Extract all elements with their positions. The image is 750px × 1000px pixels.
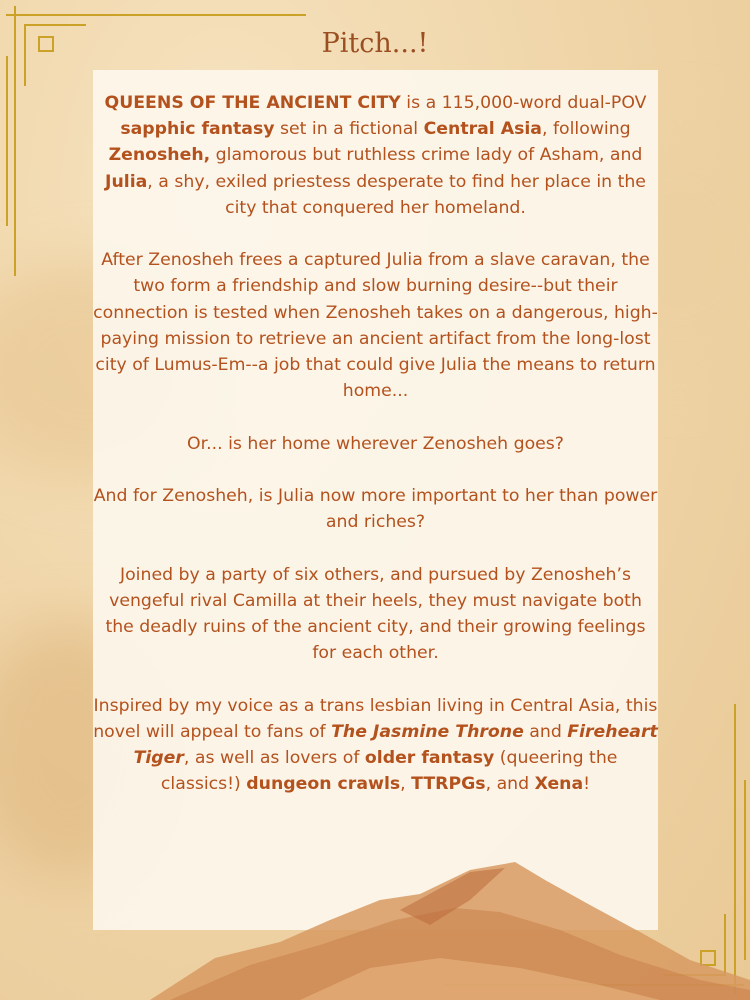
text-segment: , as well as lovers of xyxy=(183,748,365,768)
pitch-body xyxy=(93,90,658,824)
book-title: The Jasmine Throne xyxy=(331,721,524,742)
bold-text: dungeon crawls xyxy=(246,774,401,795)
mountain-illustration xyxy=(0,850,750,1000)
pitch-paragraph xyxy=(93,483,658,535)
pitch-paragraph xyxy=(93,431,658,457)
bold-text: sapphic fantasy xyxy=(120,119,275,140)
bold-text: Zenosheh, xyxy=(108,145,211,166)
text-segment: and xyxy=(523,721,568,742)
text-segment: (queering the classics!) xyxy=(160,748,618,795)
bold-text: Central Asia xyxy=(423,119,542,140)
text-segment: , a shy, exiled priestess desperate to find her place in the city that conquered her homeland. xyxy=(147,171,646,218)
pitch-paragraph xyxy=(93,693,658,798)
text-segment: And for Zenosheh, is Julia now more important to her than power and riches? xyxy=(93,486,658,533)
text-segment: Inspired by my voice as a trans lesbian living in Central Asia, this novel will appeal to fans of xyxy=(93,695,658,742)
text-segment: glamorous but ruthless crime lady of Asham, and xyxy=(210,145,643,166)
page-title: Pitch...! xyxy=(321,28,429,59)
text-segment: After Zenosheh frees a captured Julia from a slave caravan, the two form a friendship and slow burning desire--but their connection is tested when Zenosheh takes on a dangerous, high-paying mission to retrieve an ancient artifact from the long-lost city of Lumus-Em--a job that could give Julia the means to return home... xyxy=(93,250,658,402)
bold-text: TTRPGs xyxy=(411,774,486,795)
text-segment: Joined by a party of six others, and pursued by Zenosheh’s vengeful rival Camilla at their heels, they must navigate both the deadly ruins of the ancient city, and their growing feelings for each other. xyxy=(105,564,646,664)
bold-text: Xena xyxy=(534,774,584,795)
text-segment: is a 115,000-word dual-POV xyxy=(400,93,647,113)
text-segment: ! xyxy=(583,774,591,795)
pitch-paragraph xyxy=(93,247,658,404)
bold-text: older fantasy xyxy=(364,748,495,768)
text-segment: Or... is her home wherever Zenosheh goes? xyxy=(187,433,564,454)
pitch-paragraph xyxy=(93,90,658,221)
text-segment: , and xyxy=(485,774,535,795)
text-segment: set in a fictional xyxy=(274,119,424,140)
text-segment: , xyxy=(400,774,412,795)
pitch-paragraph xyxy=(93,562,658,667)
bold-text: QUEENS OF THE ANCIENT CITY xyxy=(104,93,401,113)
bold-text: Julia xyxy=(105,171,148,192)
book-title: Fireheart Tiger xyxy=(133,721,658,768)
text-segment: , following xyxy=(541,119,631,140)
